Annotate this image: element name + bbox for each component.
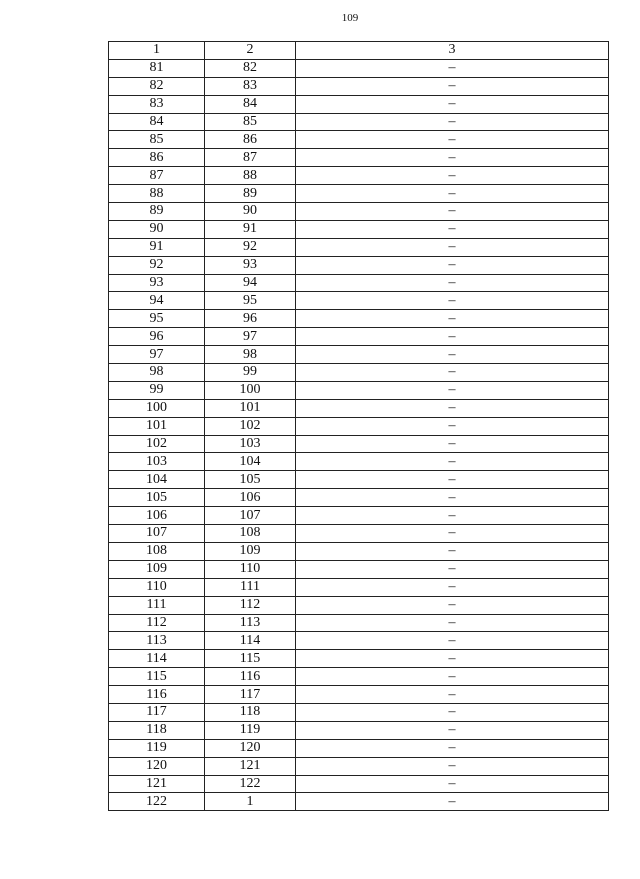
table-cell-col3: – [296, 489, 609, 507]
table-cell-col2: 112 [205, 596, 296, 614]
table-cell-col1: 109 [109, 560, 205, 578]
table-cell-col1: 107 [109, 525, 205, 543]
table-cell-col1: 88 [109, 185, 205, 203]
table-cell-col3: – [296, 525, 609, 543]
page-number: 109 [341, 12, 359, 24]
table-header-row [109, 42, 609, 60]
table-cell-col1: 92 [109, 256, 205, 274]
table-cell-col1: 90 [109, 220, 205, 238]
table-cell-col1: 81 [109, 59, 205, 77]
table-row [109, 399, 609, 417]
table-cell-col3: – [296, 346, 609, 364]
table-cell-col1: 114 [109, 650, 205, 668]
table-cell-col3: – [296, 203, 609, 221]
table-row [109, 757, 609, 775]
table-cell-col1: 82 [109, 77, 205, 95]
table-cell-col3: – [296, 650, 609, 668]
table-cell-col2: 98 [205, 346, 296, 364]
table-cell-col2: 95 [205, 292, 296, 310]
table-cell-col3: – [296, 435, 609, 453]
table-cell-col1: 100 [109, 399, 205, 417]
table-cell-col2: 83 [205, 77, 296, 95]
table-cell-col1: 119 [109, 739, 205, 757]
table-cell-col1: 83 [109, 95, 205, 113]
table-cell-col1: 121 [109, 775, 205, 793]
table-cell-col1: 102 [109, 435, 205, 453]
table-cell-col3: – [296, 757, 609, 775]
table-row [109, 220, 609, 238]
table-cell-col3: – [296, 149, 609, 167]
table-row [109, 507, 609, 525]
table-cell-col1: 89 [109, 203, 205, 221]
table-cell-col1: 110 [109, 578, 205, 596]
table-cell-col3: – [296, 614, 609, 632]
table-cell-col3: – [296, 542, 609, 560]
table-row [109, 453, 609, 471]
table-row [109, 596, 609, 614]
table-cell-col3: – [296, 256, 609, 274]
table-cell-col3: – [296, 292, 609, 310]
table-cell-col2: 107 [205, 507, 296, 525]
table-cell-col3: – [296, 238, 609, 256]
table-cell-col3: – [296, 560, 609, 578]
table-cell-col3: – [296, 739, 609, 757]
table-cell-col3: – [296, 453, 609, 471]
table-cell-col3: – [296, 596, 609, 614]
table-cell-col1: 112 [109, 614, 205, 632]
table-cell-col3: – [296, 417, 609, 435]
table-row [109, 95, 609, 113]
table-row [109, 632, 609, 650]
table-cell-col1: 95 [109, 310, 205, 328]
table-cell-col1: 94 [109, 292, 205, 310]
table-row [109, 292, 609, 310]
table-cell-col3: – [296, 507, 609, 525]
table-cell-col2: 85 [205, 113, 296, 131]
table-cell-col2: 115 [205, 650, 296, 668]
table-cell-col1: 111 [109, 596, 205, 614]
table-cell-col3: – [296, 131, 609, 149]
table-cell-col2: 1 [205, 793, 296, 811]
table-cell-col2: 96 [205, 310, 296, 328]
table-row [109, 185, 609, 203]
table-row [109, 471, 609, 489]
table-cell-col3: – [296, 185, 609, 203]
table-cell-col3: – [296, 77, 609, 95]
table-cell-col1: 86 [109, 149, 205, 167]
table-cell-col2: 82 [205, 59, 296, 77]
table-cell-col3: – [296, 59, 609, 77]
table-cell-col1: 120 [109, 757, 205, 775]
table-row [109, 739, 609, 757]
table-cell-col3: – [296, 310, 609, 328]
table-cell-col3: – [296, 328, 609, 346]
table-row [109, 364, 609, 382]
table-cell-col3: – [296, 95, 609, 113]
table-row [109, 721, 609, 739]
table-cell-col2: 122 [205, 775, 296, 793]
table-row [109, 113, 609, 131]
table-row [109, 489, 609, 507]
table-cell-col1: 85 [109, 131, 205, 149]
table-cell-col3: – [296, 399, 609, 417]
table-row [109, 650, 609, 668]
table-cell-col2: 94 [205, 274, 296, 292]
table-cell-col3: – [296, 471, 609, 489]
table-cell-col2: 104 [205, 453, 296, 471]
table-cell-col3: – [296, 721, 609, 739]
table-cell-col1: 98 [109, 364, 205, 382]
table-cell-col1: 113 [109, 632, 205, 650]
table-row [109, 274, 609, 292]
table-cell-col2: 90 [205, 203, 296, 221]
data-table [108, 41, 609, 811]
table-cell-col2: 102 [205, 417, 296, 435]
table-cell-col3: – [296, 274, 609, 292]
table-cell-col1: 116 [109, 686, 205, 704]
table-cell-col2: 114 [205, 632, 296, 650]
table-cell-col2: 91 [205, 220, 296, 238]
table-row [109, 203, 609, 221]
table-cell-col1: 99 [109, 381, 205, 399]
table-cell-col2: 97 [205, 328, 296, 346]
column-header-2: 2 [205, 42, 296, 60]
table-row [109, 328, 609, 346]
table-cell-col2: 119 [205, 721, 296, 739]
table-cell-col2: 101 [205, 399, 296, 417]
table-row [109, 77, 609, 95]
table-cell-col3: – [296, 632, 609, 650]
table-cell-col2: 109 [205, 542, 296, 560]
table-cell-col2: 113 [205, 614, 296, 632]
column-header-1: 1 [109, 42, 205, 60]
table-cell-col1: 106 [109, 507, 205, 525]
table-cell-col1: 103 [109, 453, 205, 471]
table-cell-col2: 86 [205, 131, 296, 149]
table-row [109, 703, 609, 721]
table-row [109, 149, 609, 167]
table-cell-col2: 120 [205, 739, 296, 757]
table-cell-col1: 87 [109, 167, 205, 185]
table-cell-col2: 103 [205, 435, 296, 453]
table-cell-col2: 105 [205, 471, 296, 489]
table-row [109, 435, 609, 453]
table-cell-col3: – [296, 364, 609, 382]
table-cell-col1: 91 [109, 238, 205, 256]
table-cell-col2: 100 [205, 381, 296, 399]
table-cell-col3: – [296, 578, 609, 596]
table-row [109, 542, 609, 560]
table-cell-col3: – [296, 381, 609, 399]
table-cell-col2: 108 [205, 525, 296, 543]
table-cell-col3: – [296, 167, 609, 185]
table-row [109, 775, 609, 793]
table-cell-col2: 117 [205, 686, 296, 704]
table-cell-col1: 105 [109, 489, 205, 507]
table-cell-col1: 104 [109, 471, 205, 489]
table-cell-col1: 118 [109, 721, 205, 739]
table-row [109, 578, 609, 596]
table-row [109, 131, 609, 149]
table-cell-col2: 89 [205, 185, 296, 203]
table-row [109, 560, 609, 578]
table-cell-col1: 117 [109, 703, 205, 721]
table-cell-col1: 108 [109, 542, 205, 560]
table-cell-col3: – [296, 668, 609, 686]
table-cell-col3: – [296, 113, 609, 131]
table-row [109, 417, 609, 435]
table-row [109, 668, 609, 686]
table-row [109, 59, 609, 77]
table-body [109, 59, 609, 810]
table-cell-col2: 93 [205, 256, 296, 274]
table-cell-col1: 93 [109, 274, 205, 292]
table-cell-col2: 84 [205, 95, 296, 113]
table-cell-col2: 121 [205, 757, 296, 775]
table-row [109, 614, 609, 632]
table-cell-col2: 92 [205, 238, 296, 256]
table-row [109, 793, 609, 811]
table-row [109, 686, 609, 704]
table-cell-col2: 118 [205, 703, 296, 721]
table-cell-col3: – [296, 686, 609, 704]
table-cell-col2: 99 [205, 364, 296, 382]
table-cell-col2: 116 [205, 668, 296, 686]
table-row [109, 525, 609, 543]
table-cell-col2: 106 [205, 489, 296, 507]
table-row [109, 381, 609, 399]
table-row [109, 310, 609, 328]
table-cell-col3: – [296, 793, 609, 811]
table-cell-col2: 110 [205, 560, 296, 578]
table-cell-col2: 111 [205, 578, 296, 596]
table-cell-col2: 87 [205, 149, 296, 167]
table-cell-col1: 122 [109, 793, 205, 811]
table-row [109, 238, 609, 256]
table-cell-col3: – [296, 775, 609, 793]
table-cell-col2: 88 [205, 167, 296, 185]
table-row [109, 346, 609, 364]
column-header-3: 3 [296, 42, 609, 60]
table-cell-col3: – [296, 220, 609, 238]
table-cell-col3: – [296, 703, 609, 721]
table-cell-col1: 96 [109, 328, 205, 346]
table-cell-col1: 97 [109, 346, 205, 364]
table-cell-col1: 101 [109, 417, 205, 435]
table-row [109, 167, 609, 185]
table-cell-col1: 115 [109, 668, 205, 686]
table-cell-col1: 84 [109, 113, 205, 131]
table-row [109, 256, 609, 274]
